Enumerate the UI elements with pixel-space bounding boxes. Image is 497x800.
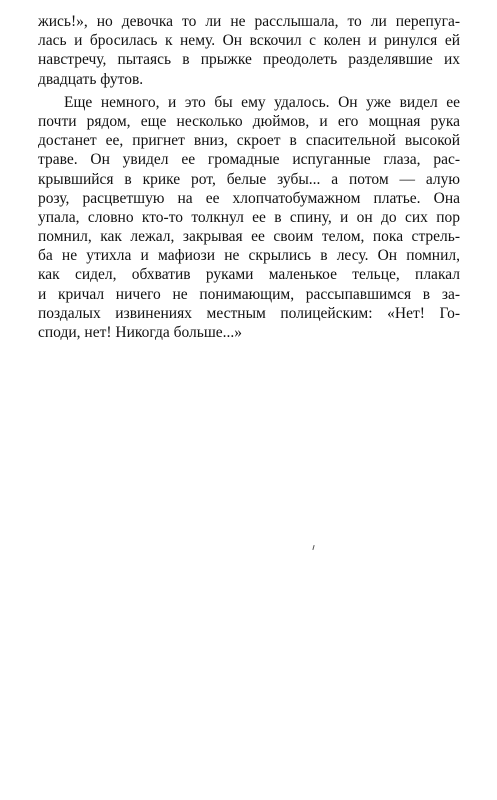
text-line: розу, расцветшую на ее хлопчатобумажном платье. Она <box>38 189 460 207</box>
body-text <box>38 12 460 342</box>
text-line: Еще немного, и это бы ему удалось. Он уже видел ее <box>64 93 460 111</box>
text-line: достанет ее, пригнет вниз, скроет в спасительной высокой <box>38 132 460 150</box>
text-line: помнил, как лежал, закрывая ее своим телом, пока стрель- <box>38 228 460 246</box>
paragraph-1 <box>38 12 460 89</box>
text-line: упала, словно кто-то толкнул ее в спину, и он до сих пор <box>38 208 460 226</box>
text-line: как сидел, обхватив руками маленькое тельце, плакал <box>38 266 460 284</box>
text-line: почти рядом, еще несколько дюймов, и его мощная рука <box>38 112 460 130</box>
paragraph-2 <box>38 93 460 342</box>
text-line: и кричал ничего не понимающим, рассыпавшимся в за- <box>38 285 460 303</box>
text-line: жись!», но девочка то ли не расслышала, то ли перепуга- <box>38 13 460 30</box>
text-line: двадцать футов. <box>38 70 144 88</box>
text-line: ба не утихла и мафиози не скрылись в лесу. Он помнил, <box>38 247 460 265</box>
text-line: лась и бросилась к нему. Он вскочил с колен и ринулся ей <box>38 32 460 50</box>
scan-speck <box>312 545 314 550</box>
text-line: крывшийся в крике рот, белые зубы... а потом — алую <box>38 170 460 188</box>
text-line: поздалых извинениях местным полицейским: «Нет! Го- <box>38 304 460 322</box>
text-line: споди, нет! Никогда больше...» <box>38 324 243 341</box>
text-line: навстречу, пытаясь в прыжке преодолеть разделявшие их <box>38 51 460 69</box>
text-line: траве. Он увидел ее громадные испуганные глаза, рас- <box>38 151 460 169</box>
